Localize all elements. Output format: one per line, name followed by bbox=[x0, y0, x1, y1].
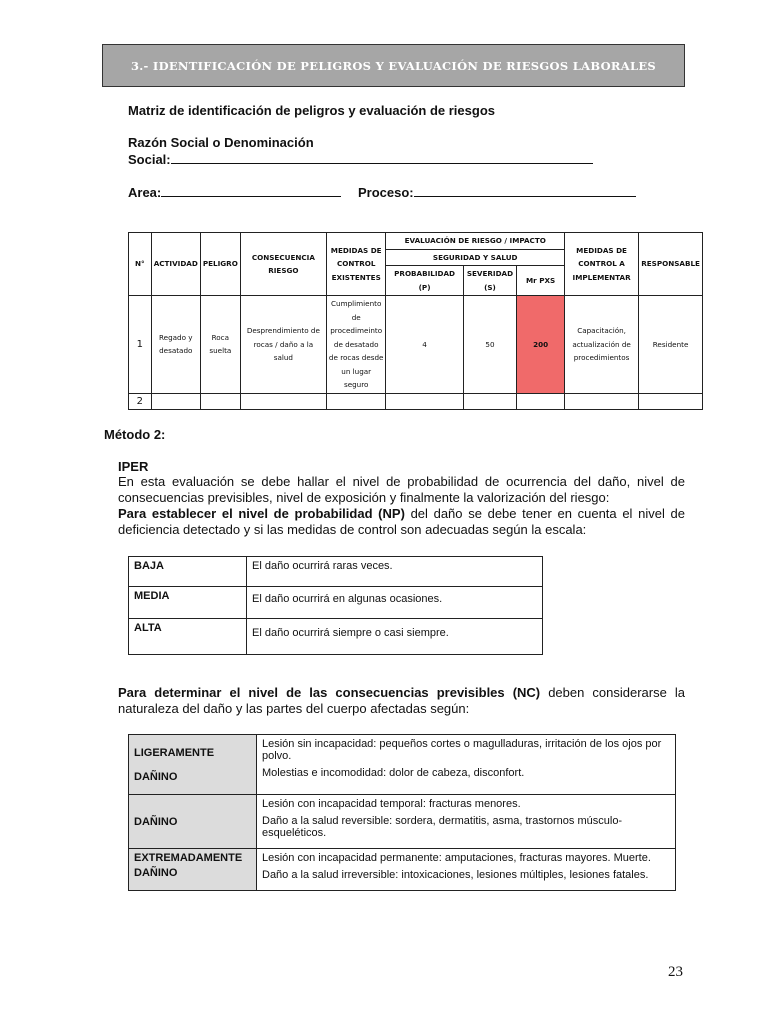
section-header bbox=[102, 44, 685, 87]
table-row bbox=[129, 735, 676, 795]
consequence-scale-table bbox=[128, 734, 676, 891]
consequence-level bbox=[129, 795, 257, 849]
header-consecuencia: CONSECUENCIA RIESGO bbox=[240, 233, 326, 296]
consequence-desc-1: Lesión con incapacidad permanente: amputaciones, fracturas mayores. Muerte. bbox=[262, 852, 651, 864]
table-row bbox=[129, 619, 543, 655]
header-evaluacion: EVALUACIÓN DE RIESGO / IMPACTO bbox=[386, 233, 564, 250]
consequence-level-line1: EXTREMADAMENTE bbox=[134, 852, 243, 864]
header-severidad: SEVERIDAD (S) bbox=[463, 266, 517, 296]
razon-social-blank bbox=[171, 151, 593, 164]
consequence-desc bbox=[257, 795, 676, 849]
area-field bbox=[128, 184, 341, 200]
consequence-desc-2: Daño a la salud irreversible: intoxicaciones, lesiones múltiples, lesiones fatales. bbox=[262, 869, 649, 881]
proceso-label: Proceso: bbox=[358, 185, 414, 200]
metodo2-title: Método 2: bbox=[104, 427, 166, 442]
proceso-blank bbox=[414, 184, 636, 197]
iper-intro-text: En esta evaluación se debe hallar el nivel de probabilidad de ocurrencia del daño, nivel de consecuencias previsibles, nivel de exposición y finalmente la valorización del riesgo: bbox=[118, 474, 685, 505]
consequence-level bbox=[129, 849, 257, 891]
row-consecuencia: Desprendimiento de rocas / daño a la salud bbox=[240, 296, 326, 394]
consequence-desc bbox=[257, 849, 676, 891]
row-num: 2 bbox=[129, 393, 152, 410]
page-number: 23 bbox=[668, 964, 683, 980]
row-responsable: Residente bbox=[639, 296, 703, 394]
iper-heading: IPER bbox=[118, 459, 149, 474]
matrix-title: Matriz de identificación de peligros y evaluación de riesgos bbox=[128, 103, 495, 118]
social-label: Social: bbox=[128, 152, 171, 167]
header-peligro: PELIGRO bbox=[200, 233, 240, 296]
row-num: 1 bbox=[129, 296, 152, 394]
area-label: Area: bbox=[128, 185, 162, 200]
probability-scale-table bbox=[128, 556, 543, 655]
row-probabilidad: 4 bbox=[386, 296, 463, 394]
header-medidas-implementar: MEDIDAS DE CONTROL A IMPLEMENTAR bbox=[564, 233, 638, 296]
razon-social-field bbox=[128, 151, 598, 167]
table-row bbox=[129, 849, 676, 891]
proceso-field bbox=[358, 184, 636, 200]
consequence-desc-1: Lesión con incapacidad temporal: fracturas menores. bbox=[262, 798, 521, 810]
header-actividad: ACTIVIDAD bbox=[151, 233, 200, 296]
header-medidas-existentes: MEDIDAS DE CONTROL EXISTENTES bbox=[326, 233, 386, 296]
table-row bbox=[129, 795, 676, 849]
probability-level: MEDIA bbox=[129, 587, 247, 619]
probability-desc: El daño ocurrirá siempre o casi siempre. bbox=[247, 619, 543, 655]
probability-level: ALTA bbox=[129, 619, 247, 655]
table-row bbox=[129, 296, 703, 394]
consequence-desc bbox=[257, 735, 676, 795]
row-peligro: Roca suelta bbox=[200, 296, 240, 394]
row-mr-pxs: 200 bbox=[517, 296, 565, 394]
header-responsable: RESPONSABLE bbox=[639, 233, 703, 296]
probability-desc: El daño ocurrirá en algunas ocasiones. bbox=[247, 587, 543, 619]
consequence-desc-2: Molestias e incomodidad: dolor de cabeza, disconfort. bbox=[262, 767, 525, 779]
np-rest: del daño se debe tener en cuenta el nivel de deficiencia detectado y si las medidas de control son adecuadas según la escala: bbox=[118, 506, 685, 537]
header-seguridad: SEGURIDAD Y SALUD bbox=[386, 249, 564, 266]
consequence-level-line2: DAÑINO bbox=[134, 867, 178, 879]
area-blank bbox=[161, 184, 341, 197]
row-actividad: Regado y desatado bbox=[151, 296, 200, 394]
probability-desc: El daño ocurrirá raras veces. bbox=[247, 557, 543, 587]
table-row bbox=[129, 393, 703, 410]
consequence-desc-2: Daño a la salud reversible: sordera, dermatitis, asma, trastornos músculo-esqueléticos. bbox=[262, 815, 623, 839]
header-mr-pxs: Mr PXS bbox=[517, 266, 565, 296]
risk-matrix-table bbox=[128, 232, 703, 410]
nc-intro bbox=[118, 685, 685, 717]
consequence-desc-1: Lesión sin incapacidad: pequeños cortes o magulladuras, irritación de los ojos por polvo. bbox=[262, 738, 662, 762]
header-num: N° bbox=[129, 233, 152, 296]
section-title: 3.- IDENTIFICACIÓN DE PELIGROS Y EVALUACIÓN DE RIESGOS LABORALES bbox=[130, 58, 657, 73]
header-probabilidad: PROBABILIDAD (P) bbox=[386, 266, 463, 296]
probability-level: BAJA bbox=[129, 557, 247, 587]
row-severidad: 50 bbox=[463, 296, 517, 394]
razon-social-label: Razón Social o Denominación bbox=[128, 135, 314, 150]
table-row bbox=[129, 557, 543, 587]
consequence-level bbox=[129, 735, 257, 795]
iper-intro bbox=[118, 474, 685, 538]
table-row bbox=[129, 587, 543, 619]
row-medidas-implementar: Capacitación, actualización de procedimientos bbox=[564, 296, 638, 394]
np-bold: Para establecer el nivel de probabilidad (NP) bbox=[118, 506, 405, 521]
row-medidas-existentes: Cumplimiento de procedimeinto de desatado de rocas desde un lugar seguro bbox=[326, 296, 386, 394]
consequence-level-line1: LIGERAMENTE bbox=[134, 746, 215, 759]
consequence-level-line2: DAÑINO bbox=[134, 770, 178, 783]
nc-rest: deben considerarse la naturaleza del daño y las partes del cuerpo afectadas según: bbox=[118, 685, 686, 716]
consequence-level-line1: DAÑINO bbox=[134, 815, 178, 828]
nc-bold: Para determinar el nivel de las consecuencias previsibles (NC) bbox=[118, 685, 541, 700]
